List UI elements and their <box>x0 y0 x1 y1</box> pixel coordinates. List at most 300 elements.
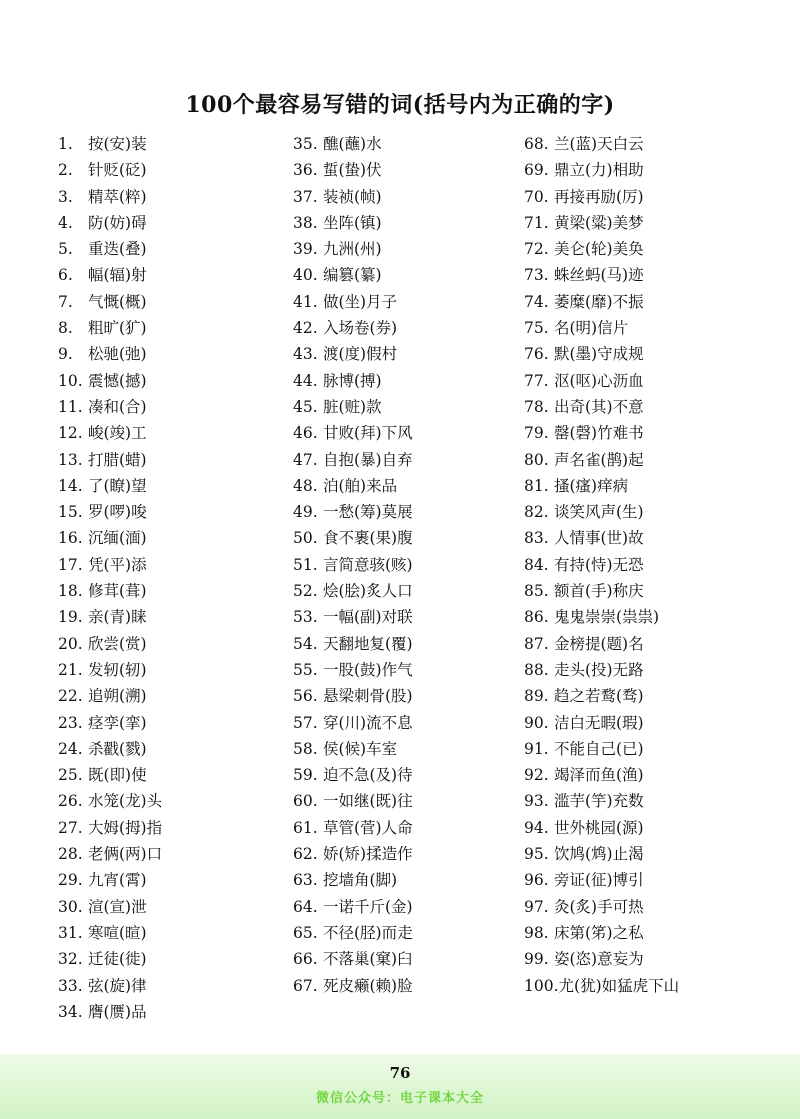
entry-word: 默(墨)守成规 <box>554 345 644 364</box>
word-entry <box>524 578 679 604</box>
entry-number: 71. <box>524 213 549 232</box>
entry-number: 76. <box>524 345 549 364</box>
entry-word: 膺(赝)品 <box>88 1002 147 1021</box>
word-entry <box>293 788 413 814</box>
word-entry <box>293 420 413 446</box>
entry-word: 九宵(霄) <box>88 871 147 890</box>
word-entry <box>293 341 413 367</box>
entry-number: 5. <box>58 240 73 259</box>
word-entry <box>58 762 162 788</box>
word-entry <box>293 604 413 630</box>
entry-word: 一愁(筹)莫展 <box>323 503 413 522</box>
entry-word: 迫不急(及)待 <box>323 766 413 785</box>
entry-number: 70. <box>524 187 549 206</box>
entry-number: 89. <box>524 687 549 706</box>
entry-number: 34. <box>58 1002 83 1021</box>
entry-word: 做(坐)月子 <box>323 292 398 311</box>
word-entry <box>58 368 162 394</box>
entry-number: 51. <box>293 555 318 574</box>
word-entry <box>293 762 413 788</box>
entry-word: 竭泽而鱼(渔) <box>554 766 644 785</box>
entry-number: 50. <box>293 529 318 548</box>
entry-number: 57. <box>293 713 318 732</box>
entry-word: 粗旷(犷) <box>88 319 147 338</box>
entry-word: 渡(度)假村 <box>323 345 398 364</box>
word-entry <box>524 499 679 525</box>
entry-word: 峻(竣)工 <box>88 424 147 443</box>
word-entry <box>524 315 679 341</box>
entry-number: 93. <box>524 792 549 811</box>
entry-word: 旁证(征)博引 <box>554 871 644 890</box>
word-entry <box>58 315 162 341</box>
entry-number: 52. <box>293 582 318 601</box>
word-entry <box>524 762 679 788</box>
word-entry <box>293 657 413 683</box>
entry-word: 草管(菅)人命 <box>323 818 413 837</box>
word-entry <box>58 473 162 499</box>
entry-word: 针贬(砭) <box>88 161 147 180</box>
entry-word: 一幅(副)对联 <box>323 608 413 627</box>
entry-number: 84. <box>524 555 549 574</box>
entry-number: 56. <box>293 687 318 706</box>
entry-word: 大姆(拇)指 <box>88 818 163 837</box>
entry-number: 97. <box>524 897 549 916</box>
word-entry <box>58 973 162 999</box>
entry-number: 82. <box>524 503 549 522</box>
entry-number: 95. <box>524 845 549 864</box>
entry-word: 迁徒(徙) <box>88 950 147 969</box>
page-title: 100个最容易写错的词(括号内为正确的字) <box>185 92 615 118</box>
entry-word: 名(明)信片 <box>554 319 629 338</box>
entry-number: 73. <box>524 266 549 285</box>
entry-number: 43. <box>293 345 318 364</box>
entry-number: 11. <box>58 397 83 416</box>
entry-number: 15. <box>58 503 83 522</box>
entry-word: 不能自己(已) <box>554 739 644 758</box>
entry-word: 美仑(轮)美奂 <box>554 240 644 259</box>
word-entry <box>524 184 679 210</box>
entry-word: 凭(平)添 <box>88 555 147 574</box>
entry-number: 24. <box>58 739 83 758</box>
entry-word: 脉博(搏) <box>323 371 382 390</box>
entry-word: 烩(脍)炙人口 <box>323 582 413 601</box>
entry-word: 震憾(撼) <box>88 371 147 390</box>
entry-number: 26. <box>58 792 83 811</box>
word-entry <box>58 631 162 657</box>
entry-number: 18. <box>58 582 83 601</box>
entry-number: 74. <box>524 292 549 311</box>
entry-word: 精萃(粹) <box>88 187 147 206</box>
entry-number: 6. <box>58 266 73 285</box>
entry-word: 弦(旋)律 <box>88 976 147 995</box>
word-entry <box>524 262 679 288</box>
entry-word: 洁白无暇(瑕) <box>554 713 644 732</box>
entry-word: 松驰(弛) <box>88 345 147 364</box>
entry-word: 坐阵(镇) <box>323 213 382 232</box>
entry-number: 48. <box>293 476 318 495</box>
entry-number: 85. <box>524 582 549 601</box>
entry-word: 泊(舶)来品 <box>323 476 398 495</box>
word-entry <box>293 210 413 236</box>
entry-word: 一如继(既)往 <box>323 792 413 811</box>
entry-number: 23. <box>58 713 83 732</box>
word-entry <box>293 394 413 420</box>
entry-number: 83. <box>524 529 549 548</box>
entry-number: 9. <box>58 345 73 364</box>
word-entry <box>524 210 679 236</box>
word-entry <box>293 631 413 657</box>
entry-word: 饮鸠(鸩)止渴 <box>554 845 644 864</box>
word-entry <box>293 236 413 262</box>
word-entry <box>293 867 413 893</box>
word-entry <box>524 683 679 709</box>
word-entry <box>58 289 162 315</box>
word-entry <box>293 315 413 341</box>
entry-number: 80. <box>524 450 549 469</box>
word-entry <box>58 946 162 972</box>
entry-word: 黄梁(粱)美梦 <box>554 213 644 232</box>
word-entry <box>524 604 679 630</box>
entry-word: 追朔(溯) <box>88 687 147 706</box>
entry-word: 灸(炙)手可热 <box>554 897 644 916</box>
entry-word: 按(安)装 <box>88 135 147 153</box>
word-entry <box>524 788 679 814</box>
entry-number: 10. <box>58 371 83 390</box>
entry-number: 69. <box>524 161 549 180</box>
entry-word: 防(妨)碍 <box>88 213 147 232</box>
entry-word: 谈笑风声(生) <box>554 503 644 522</box>
entry-number: 94. <box>524 818 549 837</box>
entry-number: 72. <box>524 240 549 259</box>
entry-number: 35. <box>293 135 318 153</box>
word-entry <box>58 578 162 604</box>
entry-word: 娇(矫)揉造作 <box>323 845 413 864</box>
entry-number: 64. <box>293 897 318 916</box>
word-entry <box>524 289 679 315</box>
word-entry <box>58 657 162 683</box>
word-column-1 <box>58 131 162 1025</box>
entry-number: 38. <box>293 213 318 232</box>
entry-number: 91. <box>524 739 549 758</box>
entry-word: 挖墙角(脚) <box>323 871 398 890</box>
entry-word: 幅(辐)射 <box>88 266 147 285</box>
entry-word: 醮(蘸)水 <box>323 135 382 153</box>
entry-word: 老俩(两)口 <box>88 845 163 864</box>
word-entry <box>293 894 413 920</box>
entry-number: 16. <box>58 529 83 548</box>
entry-number: 98. <box>524 923 549 942</box>
word-entry <box>524 420 679 446</box>
entry-number: 68. <box>524 135 549 153</box>
entry-number: 42. <box>293 319 318 338</box>
entry-number: 31. <box>58 923 83 942</box>
word-entry <box>58 894 162 920</box>
word-entry <box>524 236 679 262</box>
entry-number: 32. <box>58 950 83 969</box>
entry-number: 49. <box>293 503 318 522</box>
entry-number: 2. <box>58 161 73 180</box>
entry-number: 13. <box>58 450 83 469</box>
entry-number: 46. <box>293 424 318 443</box>
word-entry <box>524 736 679 762</box>
entry-number: 17. <box>58 555 83 574</box>
word-entry <box>293 920 413 946</box>
word-entry <box>293 473 413 499</box>
entry-word: 既(即)使 <box>88 766 147 785</box>
entry-word: 天翻地复(覆) <box>323 634 413 653</box>
entry-word: 发轫(轫) <box>88 660 147 679</box>
entry-word: 打腊(蜡) <box>88 450 147 469</box>
word-entry <box>58 920 162 946</box>
entry-word: 食不裹(果)腹 <box>323 529 413 548</box>
entry-number: 66. <box>293 950 318 969</box>
word-entry <box>58 999 162 1025</box>
word-entry <box>293 157 413 183</box>
word-entry <box>58 499 162 525</box>
word-entry <box>58 604 162 630</box>
word-entry <box>293 710 413 736</box>
entry-word: 滥芋(竽)充数 <box>554 792 644 811</box>
entry-number: 22. <box>58 687 83 706</box>
entry-word: 了(瞭)望 <box>88 476 147 495</box>
word-entry <box>293 973 413 999</box>
entry-word: 姿(恣)意妄为 <box>554 950 644 969</box>
entry-number: 53. <box>293 608 318 627</box>
entry-word: 编篡(纂) <box>323 266 382 285</box>
word-entry <box>58 815 162 841</box>
entry-word: 额首(手)称庆 <box>554 582 644 601</box>
entry-number: 54. <box>293 634 318 653</box>
word-entry <box>293 262 413 288</box>
word-entry <box>293 578 413 604</box>
entry-number: 30. <box>58 897 83 916</box>
entry-number: 27. <box>58 818 83 837</box>
word-entry <box>58 341 162 367</box>
word-entry <box>524 946 679 972</box>
word-entry <box>524 394 679 420</box>
entry-word: 世外桃园(源) <box>554 818 644 837</box>
entry-word: 尤(犹)如猛虎下山 <box>558 976 680 995</box>
entry-number: 58. <box>293 739 318 758</box>
word-entry <box>524 473 679 499</box>
word-entry <box>524 631 679 657</box>
word-entry <box>293 736 413 762</box>
word-entry <box>524 157 679 183</box>
word-entry <box>58 184 162 210</box>
entry-number: 8. <box>58 319 73 338</box>
entry-word: 一股(鼓)作气 <box>323 660 413 679</box>
word-entry <box>58 788 162 814</box>
word-entry <box>524 447 679 473</box>
word-entry <box>293 683 413 709</box>
entry-number: 61. <box>293 818 318 837</box>
entry-word: 蛛丝蚂(马)迹 <box>554 266 644 285</box>
entry-word: 凑和(合) <box>88 397 147 416</box>
word-entry <box>293 447 413 473</box>
entry-number: 88. <box>524 660 549 679</box>
word-entry <box>293 525 413 551</box>
entry-word: 痉孪(挛) <box>88 713 147 732</box>
entry-number: 36. <box>293 161 318 180</box>
entry-number: 14. <box>58 476 83 495</box>
entry-word: 罗(啰)唆 <box>88 503 147 522</box>
entry-word: 罄(磬)竹难书 <box>554 424 644 443</box>
entry-word: 九洲(州) <box>323 240 382 259</box>
entry-number: 37. <box>293 187 318 206</box>
word-entry <box>293 552 413 578</box>
entry-number: 63. <box>293 871 318 890</box>
word-entry <box>58 236 162 262</box>
entry-number: 12. <box>58 424 83 443</box>
word-entry <box>524 368 679 394</box>
entry-word: 金榜提(题)名 <box>554 634 644 653</box>
word-entry <box>524 920 679 946</box>
entry-number: 7. <box>58 292 73 311</box>
word-entry <box>58 552 162 578</box>
entry-word: 水笼(龙)头 <box>88 792 163 811</box>
entry-number: 99. <box>524 950 549 969</box>
entry-word: 鬼鬼崇崇(祟祟) <box>554 608 660 627</box>
word-entry <box>58 867 162 893</box>
entry-word: 有持(恃)无恐 <box>554 555 644 574</box>
entry-number: 4. <box>58 213 73 232</box>
word-entry <box>58 262 162 288</box>
entry-number: 29. <box>58 871 83 890</box>
word-entry <box>524 815 679 841</box>
word-entry <box>524 131 679 157</box>
entry-number: 44. <box>293 371 318 390</box>
word-entry <box>58 420 162 446</box>
word-entry <box>58 683 162 709</box>
word-entry <box>58 157 162 183</box>
entry-number: 47. <box>293 450 318 469</box>
word-entry <box>293 815 413 841</box>
entry-word: 入场卷(券) <box>323 319 398 338</box>
entry-number: 55. <box>293 660 318 679</box>
entry-number: 77. <box>524 371 549 390</box>
word-entry <box>58 710 162 736</box>
entry-number: 59. <box>293 766 318 785</box>
entry-word: 鼎立(力)相助 <box>554 161 644 180</box>
entry-word: 渲(宣)泄 <box>88 897 147 916</box>
entry-number: 100. <box>524 976 559 995</box>
entry-number: 96. <box>524 871 549 890</box>
entry-word: 穿(川)流不息 <box>323 713 413 732</box>
entry-number: 3. <box>58 187 73 206</box>
word-entry <box>524 867 679 893</box>
wechat-account-text: 微信公众号：电子课本大全 <box>315 1091 484 1106</box>
entry-word: 装祯(帧) <box>323 187 382 206</box>
word-entry <box>524 552 679 578</box>
entry-number: 60. <box>293 792 318 811</box>
entry-number: 81. <box>524 476 549 495</box>
word-entry <box>293 368 413 394</box>
page-number: 76 <box>389 1064 411 1082</box>
entry-word: 不落巢(窠)臼 <box>323 950 413 969</box>
word-entry <box>58 210 162 236</box>
entry-word: 欣尝(赏) <box>88 634 147 653</box>
entry-number: 86. <box>524 608 549 627</box>
entry-number: 40. <box>293 266 318 285</box>
entry-word: 不径(胫)而走 <box>323 923 413 942</box>
entry-word: 修茸(葺) <box>88 582 147 601</box>
entry-number: 78. <box>524 397 549 416</box>
entry-number: 21. <box>58 660 83 679</box>
word-entry <box>524 657 679 683</box>
entry-word: 兰(蓝)天白云 <box>554 135 644 153</box>
entry-word: 再接再励(厉) <box>554 187 644 206</box>
word-entry <box>293 946 413 972</box>
word-entry <box>293 131 413 157</box>
entry-number: 28. <box>58 845 83 864</box>
word-entry <box>293 499 413 525</box>
entry-number: 20. <box>58 634 83 653</box>
entry-number: 87. <box>524 634 549 653</box>
entry-number: 67. <box>293 976 318 995</box>
entry-word: 走头(投)无路 <box>554 660 644 679</box>
entry-number: 39. <box>293 240 318 259</box>
entry-number: 92. <box>524 766 549 785</box>
entry-word: 悬梁刺骨(股) <box>323 687 413 706</box>
entry-word: 侯(候)车室 <box>323 739 398 758</box>
entry-number: 33. <box>58 976 83 995</box>
word-entry <box>524 710 679 736</box>
entry-word: 重迭(叠) <box>88 240 147 259</box>
word-entry <box>524 341 679 367</box>
entry-number: 1. <box>58 135 73 153</box>
entry-word: 趋之若鹜(骛) <box>554 687 644 706</box>
entry-word: 蜇(蛰)伏 <box>323 161 382 180</box>
entry-word: 言简意骇(赅) <box>323 555 413 574</box>
word-column-3 <box>524 131 679 999</box>
word-entry <box>524 525 679 551</box>
entry-number: 45. <box>293 397 318 416</box>
word-entry <box>524 973 679 999</box>
entry-number: 90. <box>524 713 549 732</box>
entry-number: 75. <box>524 319 549 338</box>
word-column-2 <box>293 131 413 999</box>
entry-word: 脏(赃)款 <box>323 397 382 416</box>
entry-word: 出奇(其)不意 <box>554 397 644 416</box>
entry-number: 79. <box>524 424 549 443</box>
entry-word: 萎糜(靡)不振 <box>554 292 644 311</box>
entry-word: 杀戳(戮) <box>88 739 147 758</box>
entry-word: 声名雀(鹊)起 <box>554 450 644 469</box>
entry-word: 死皮癞(赖)脸 <box>323 976 413 995</box>
entry-word: 寒喧(暄) <box>88 923 147 942</box>
word-entry <box>58 841 162 867</box>
entry-number: 62. <box>293 845 318 864</box>
word-entry <box>58 131 162 157</box>
entry-number: 19. <box>58 608 83 627</box>
entry-number: 65. <box>293 923 318 942</box>
entry-word: 甘败(拜)下风 <box>323 424 413 443</box>
word-entry <box>524 841 679 867</box>
word-entry <box>293 289 413 315</box>
entry-word: 沉缅(湎) <box>88 529 147 548</box>
entry-word: 沤(呕)心沥血 <box>554 371 644 390</box>
entry-word: 自抱(暴)自弃 <box>323 450 413 469</box>
word-entry <box>293 184 413 210</box>
entry-word: 一诺千斤(金) <box>323 897 413 916</box>
word-entry <box>58 447 162 473</box>
word-entry <box>293 841 413 867</box>
entry-word: 床第(笫)之私 <box>554 923 644 942</box>
entry-word: 人情事(世)故 <box>554 529 644 548</box>
word-entry <box>524 894 679 920</box>
entry-number: 25. <box>58 766 83 785</box>
entry-number: 41. <box>293 292 318 311</box>
